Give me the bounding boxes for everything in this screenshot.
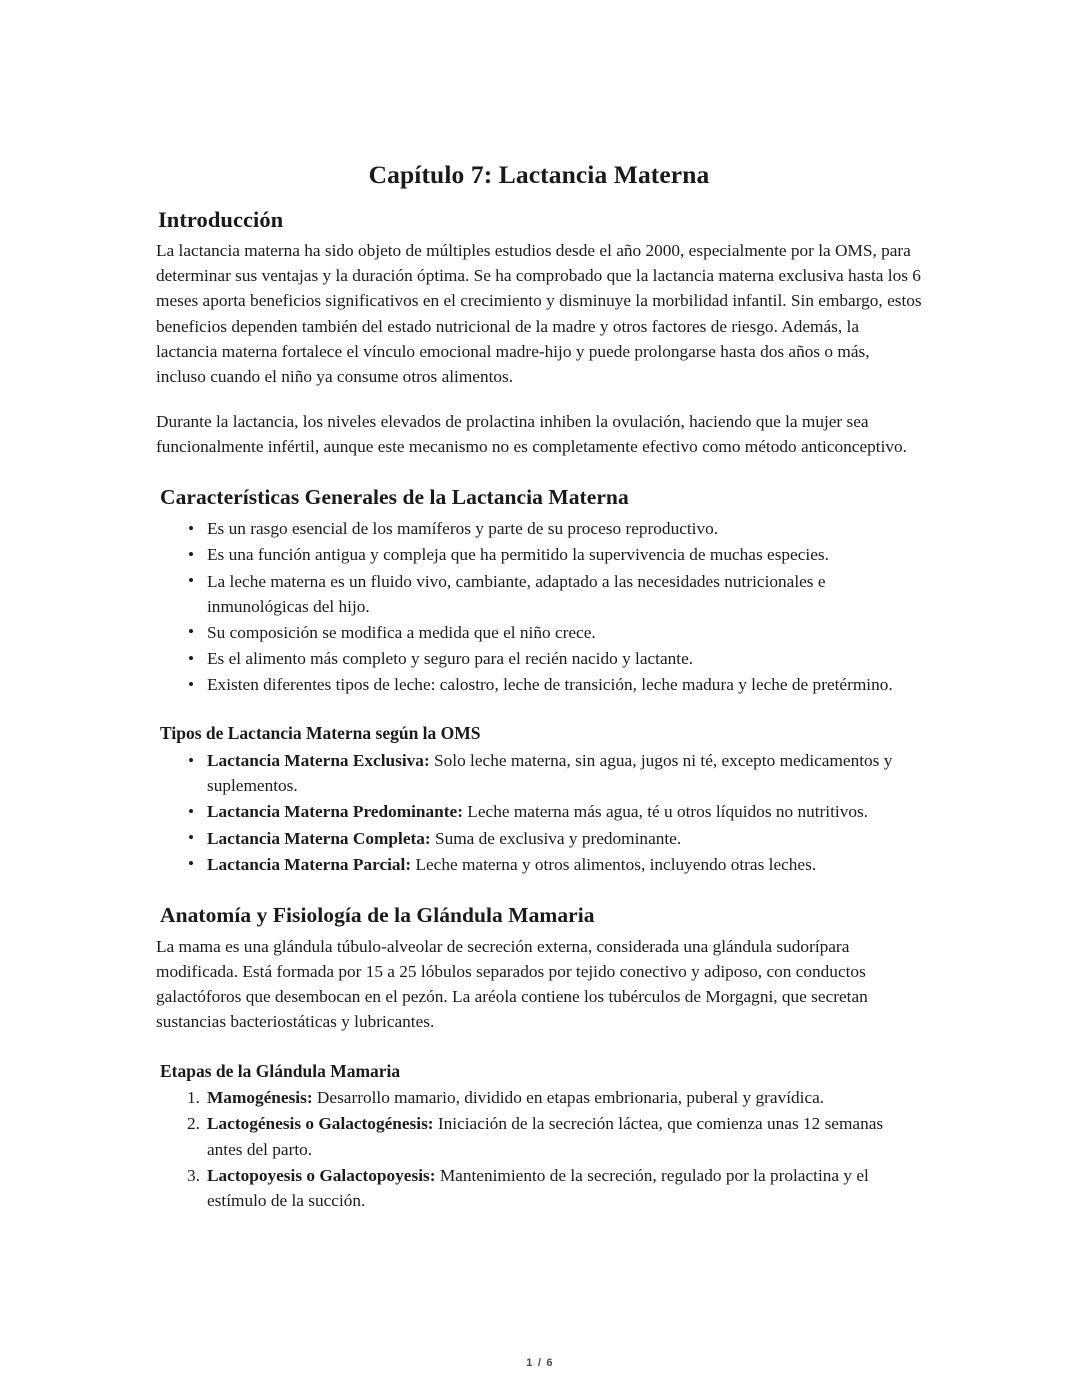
document-content xyxy=(156,0,922,1214)
document-title: Capítulo 7: Lactancia Materna xyxy=(368,160,710,189)
list-item: • Es una función antigua y compleja que ha permitido la supervivencia de muchas especies. xyxy=(156,542,922,567)
list-item-text: Iniciación de la secreción láctea, que comienza unas 12 semanas antes del parto. xyxy=(207,1114,884,1159)
section-heading-tipos: Tipos de Lactancia Materna según la OMS xyxy=(160,723,481,744)
list-item xyxy=(156,748,922,798)
list-item: • Existen diferentes tipos de leche: calostro, leche de transición, leche madura y leche de pretérmino. xyxy=(156,672,922,697)
list-item-text: Desarrollo mamario, dividido en etapas embrionaria, puberal y gravídica. xyxy=(312,1088,825,1108)
list-item: • Su composición se modifica a medida que el niño crece. xyxy=(156,620,922,645)
list-item-lead: Lactancia Materna Predominante: xyxy=(207,802,463,822)
list-item-text: Solo leche materna, sin agua, jugos ni té, excepto medicamentos y suplementos. xyxy=(207,751,893,796)
list-item: • La leche materna es un fluido vivo, cambiante, adaptado a las necesidades nutricionales e inmunológicas del hijo. xyxy=(156,569,922,619)
tipos-bullet-list xyxy=(156,748,922,877)
list-item-lead: Lactopoyesis o Galactopoyesis: xyxy=(207,1165,436,1185)
section-heading-anatomia: Anatomía y Fisiología de la Glándula Mamaria xyxy=(160,902,595,927)
list-item-lead: Lactogénesis o Galactogénesis: xyxy=(207,1114,434,1134)
list-item-lead: Lactancia Materna Parcial: xyxy=(207,854,412,874)
list-item xyxy=(156,799,922,824)
list-item-lead: Mamogénesis: xyxy=(207,1088,313,1108)
section-heading-etapas: Etapas de la Glándula Mamaria xyxy=(160,1060,401,1081)
list-item xyxy=(156,1085,922,1110)
section-heading-introduccion: Introducción xyxy=(158,206,284,232)
list-item-text: Leche materna más agua, té u otros líquidos no nutritivos. xyxy=(462,802,869,822)
list-item xyxy=(156,1111,922,1161)
anatomia-paragraph-1: La mama es una glándula túbulo-alveolar de secreción externa, considerada una glándula sudorípara modificada. Está formada por 15 a 25 lóbulos separados por tejido conectivo y adiposo, con conductos galactóforos que desembocan en el pezón. La aréola contiene los tubérculos de Morgagni, que secretan sustancias bacteriostáticas y lubricantes. xyxy=(156,936,868,1032)
list-item-text: Mantenimiento de la secreción, regulado por la prolactina y el estímulo de la succión. xyxy=(207,1165,869,1210)
list-item xyxy=(156,852,922,877)
etapas-numbered-list xyxy=(156,1085,922,1213)
list-item-lead: Lactancia Materna Exclusiva: xyxy=(207,751,430,771)
page-number-footer: 1 / 6 xyxy=(526,1357,554,1369)
section-heading-caracteristicas: Características Generales de la Lactancia Materna xyxy=(160,485,629,510)
list-item xyxy=(156,826,922,851)
list-item: • Es el alimento más completo y seguro para el recién nacido y lactante. xyxy=(156,646,922,671)
introduccion-paragraph-1: La lactancia materna ha sido objeto de múltiples estudios desde el año 2000, especialmente por la OMS, para determinar sus ventajas y la duración óptima. Se ha comprobado que la lactancia materna exclusiva hasta los 6 meses aporta beneficios significativos en el crecimiento y disminuye la morbilidad infantil. Sin embargo, estos beneficios dependen también del estado nutricional de la madre y otros factores de riesgo. Además, la lactancia materna fortalece el vínculo emocional madre-hijo y puede prolongarse hasta dos años o más, incluso cuando el niño ya consume otros alimentos. xyxy=(156,241,922,386)
list-item-text: Suma de exclusiva y predominante. xyxy=(430,828,682,848)
introduccion-paragraph-2: Durante la lactancia, los niveles elevados de prolactina inhiben la ovulación, haciendo que la mujer sea funcionalmente infértil, aunque este mecanismo no es completamente efectivo como método anticonceptivo. xyxy=(156,412,907,457)
list-item-lead: Lactancia Materna Completa: xyxy=(207,828,431,848)
list-item-text: Leche materna y otros alimentos, incluyendo otras leches. xyxy=(411,854,817,874)
list-item: • Es un rasgo esencial de los mamíferos y parte de su proceso reproductivo. xyxy=(156,516,922,541)
list-item xyxy=(156,1163,922,1213)
caracteristicas-bullet-list xyxy=(156,516,922,697)
